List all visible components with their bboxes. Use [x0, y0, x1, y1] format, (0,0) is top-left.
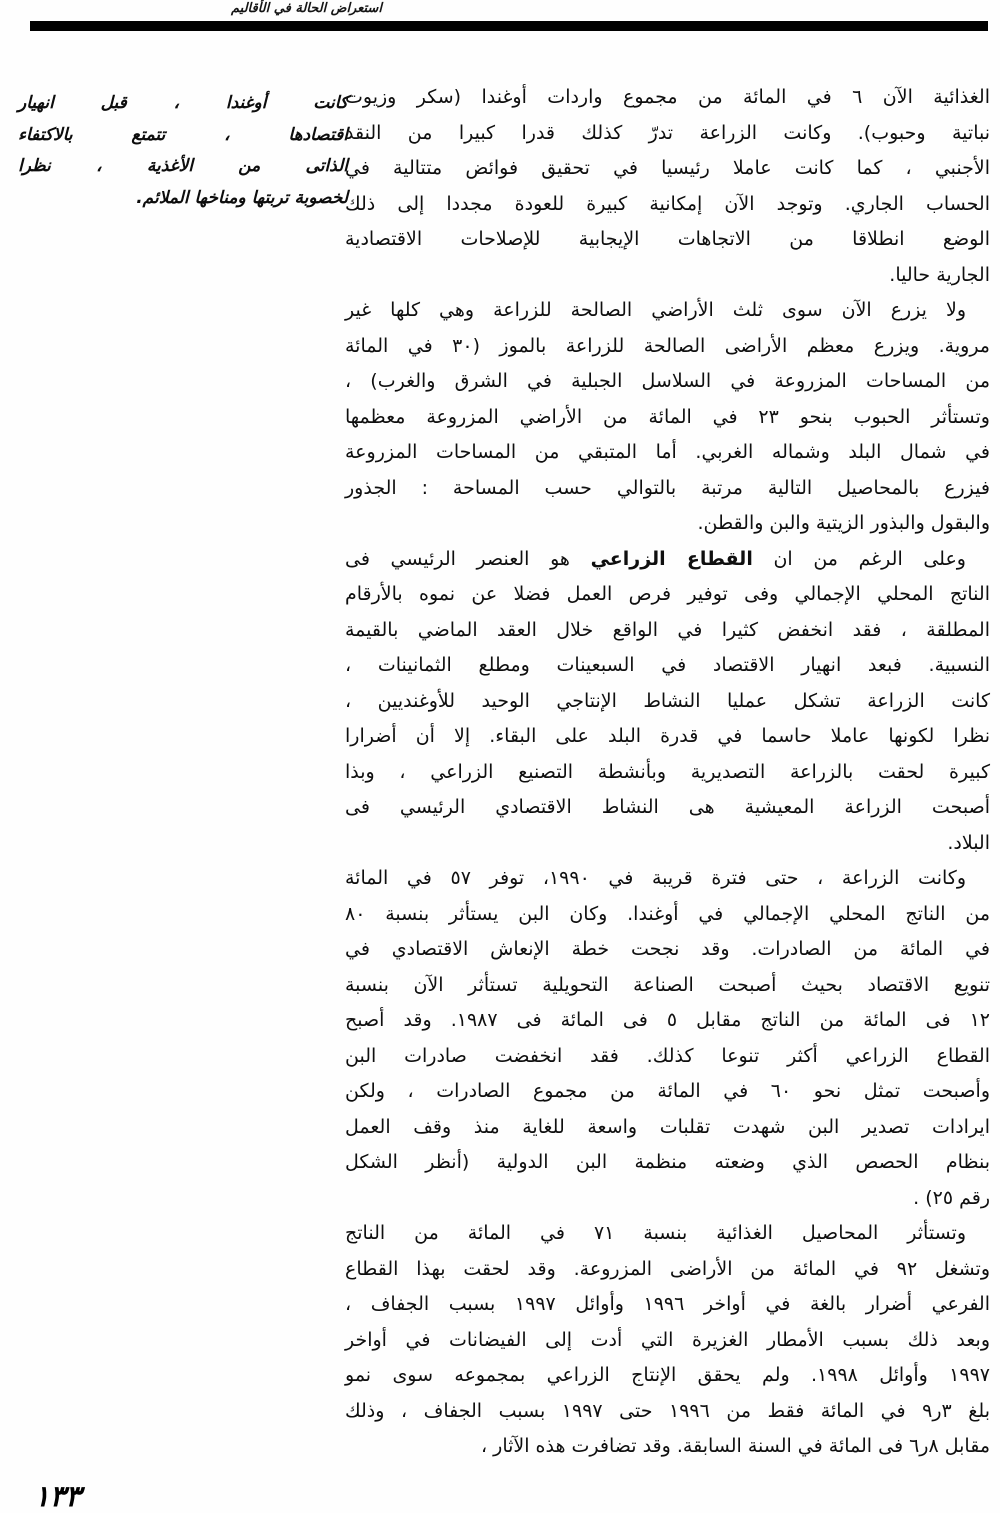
- header-rule: [30, 21, 988, 31]
- text-line: الناتج المحلي الإجمالي وفى توفير فرص العمل فضلا عن نموه بالأرقام: [345, 583, 990, 605]
- sidebar-note-line: كانت أوغندا ، قبل انهيار: [18, 93, 348, 113]
- running-header: استعراض الحالة في الأقاليم: [231, 1, 382, 16]
- text-line: النسبية. فبعد انهيار الاقتصاد في السبعينات ومطلع الثمانينات ،: [345, 654, 990, 676]
- page-number: ١٣٣: [34, 1479, 81, 1513]
- text-line: نباتية وحبوب). وكانت الزراعة تدرّ كذلك قدرا كبيرا من النقد: [345, 121, 990, 144]
- text-line: نظرا لكونها عاملا حاسما في قدرة البلد على البقاء. إلا أن أضرارا: [345, 725, 990, 747]
- text-line: وكانت الزراعة ، حتى فترة قريبة في ١٩٩٠، توفر ٥٧ في المائة: [345, 867, 966, 889]
- text-line: الفرعي أضرار بالغة في أواخر ١٩٩٦ وأوائل ١٩٩٧ بسبب الجفاف ،: [345, 1293, 990, 1315]
- text-line: البلاد.: [947, 831, 990, 854]
- text-line: مروية. ويزرع معظم الأراضى الصالحة للزراعة بالموز (٣٠ في المائة: [345, 334, 990, 357]
- text-line: الحساب الجاري. وتوجد الآن إمكانية كبيرة للعودة مجددا إلى ذلك: [345, 192, 990, 215]
- text-line: كبيرة لحقت بالزراعة التصديرية وبأنشطة التصنيع الزراعي ، وبذا: [345, 760, 990, 783]
- text-line: وبعد ذلك بسبب الأمطار الغزيرة التي أدت إلى الفيضانات في أواخر: [345, 1328, 990, 1351]
- text-line: من الناتج المحلي الإجمالي في أوغندا. وكان البن يستأثر بنسبة ٨٠: [345, 902, 990, 925]
- text-line: الجارية حاليا.: [889, 263, 990, 286]
- bold-term: القطاع الزراعي: [590, 547, 753, 570]
- text-line: ايرادات تصدير البن شهدت تقلبات واسعة للغاية منذ وقف العمل: [345, 1115, 990, 1138]
- text-line: كانت الزراعة تشكل عمليا النشاط الإنتاجي الوحيد للأوغنديين ،: [345, 689, 990, 712]
- text-line: القطاع الزراعي أكثر تنوعا كذلك. فقد انخفضت صادرات البن: [345, 1044, 990, 1067]
- text-line: الغذائية الآن ٦ في المائة من مجموع واردات أوغندا (سكر وزيوت: [345, 86, 990, 108]
- text-line: ولا يزرع الآن سوى ثلث الأراضي الصالحة للزراعة وهي كلها غير: [345, 299, 966, 321]
- sidebar-margin-note: [18, 88, 348, 214]
- text-line: وأصبحت تمثل نحو ٦٠ في المائة من مجموع الصادرات ، ولكن: [345, 1080, 991, 1102]
- text-line: ١٢ فى المائة من الناتج مقابل ٥ فى المائة فى ١٩٨٧. وقد أصبح: [345, 1009, 990, 1031]
- text-line: وتستأثر الحبوب بنحو ٢٣ في المائة من الأراضي المزروعة معظمها: [345, 405, 990, 428]
- text-line: من المساحات المزروعة في السلاسل الجبلية في الشرق والغرب) ،: [345, 370, 990, 392]
- text-line: فيزرع بالمحاصيل التالية مرتبة بالتوالي حسب المساحة : الجذور: [345, 476, 990, 499]
- text-line: ١٩٩٧ وأوائل ١٩٩٨. ولم يحقق الإنتاج الزراعي بمجموعه سوى نمو: [345, 1364, 990, 1386]
- main-text: [345, 80, 990, 1465]
- text-line: رقم ٢٥) .: [913, 1186, 990, 1209]
- text-line: الأجنبي ، كما كانت عاملا رئيسيا في تحقيق فوائض متتالية في: [345, 157, 990, 179]
- text-line: والبقول والبذور الزيتية والبن والقطن.: [697, 512, 990, 534]
- text-line: في شمال البلد وشماله الغربي. أما المتبقي من المساحات المزروعة: [345, 441, 990, 463]
- text-line: المطلقة ، فقد انخفض كثيرا في الواقع خلال العقد الماضي بالقيمة: [345, 618, 990, 641]
- sidebar-note-line: اقتصادها ، تتمتع بالاكتفاء: [18, 124, 348, 145]
- text-line: وعلى الرغم من ان القطاع الزراعي هو العنصر الرئيسي فى: [345, 547, 966, 570]
- text-line: أصبحت الزراعة المعيشية هى النشاط الاقتصادي الرئيسي فى: [345, 796, 990, 818]
- text-line: الوضع انطلاقا من الاتجاهات الإيجابية للإصلاحات الاقتصادية: [345, 228, 990, 250]
- text-line: بلغ ٣ر٩ في المائة فقط من ١٩٩٦ حتى ١٩٩٧ بسبب الجفاف ، وذلك: [345, 1399, 990, 1422]
- sidebar-note-line: لخصوبة تربتها ومناخها الملائم.: [136, 187, 348, 208]
- text-line: وتستأثر المحاصيل الغذائية بنسبة ٧١ في المائة من الناتج: [345, 1222, 966, 1244]
- text-line: وتشغل ٩٢ في المائة من الأراضى المزروعة. وقد لحقت بهذا القطاع: [345, 1257, 990, 1280]
- text-line: تنويع الاقتصاد بحيث أصبحت الصناعة التحويلية تستأثر الآن بنسبة: [345, 973, 990, 996]
- text-line: بنظام الحصص الذي وضعته منظمة البن الدولية (أنظر الشكل: [345, 1151, 990, 1173]
- text-line: في المائة من الصادرات. وقد نجحت خطة الإنعاش الاقتصادي في: [345, 938, 990, 960]
- text-line: مقابل ٨ر٦ فى المائة في السنة السابقة. وقد تضافرت هذه الآثار ،: [480, 1435, 990, 1457]
- sidebar-note-line: الذاتى من الأغذية ، نظرا: [18, 156, 348, 176]
